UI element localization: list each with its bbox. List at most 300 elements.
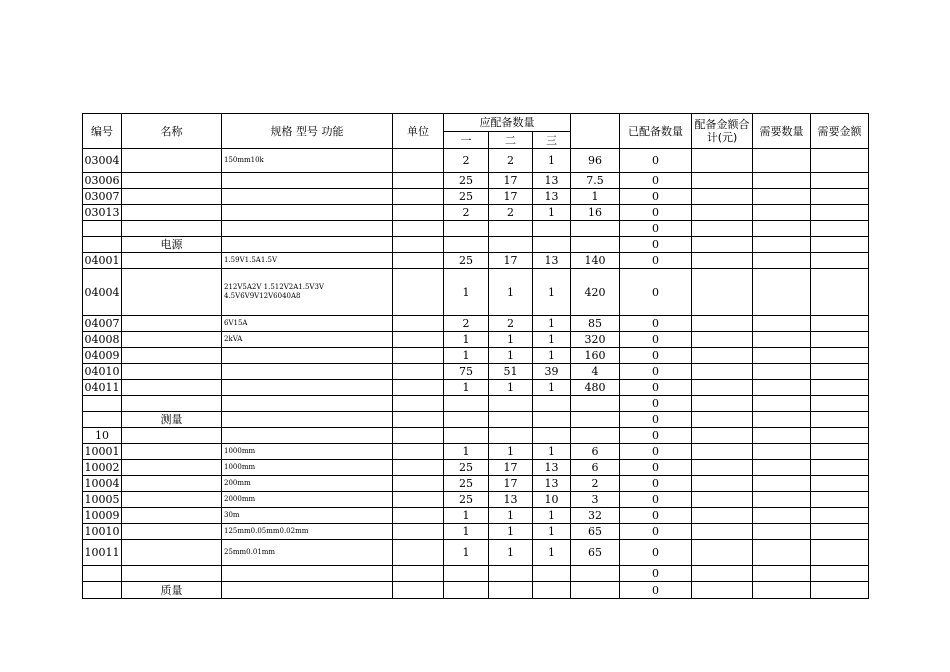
row-unit — [393, 149, 444, 173]
row-needed-amount — [811, 582, 869, 599]
row-code: 03007 — [84, 190, 120, 203]
row-unit — [393, 428, 444, 444]
row-qty-level-1 — [444, 428, 489, 444]
row-needed-amount — [811, 508, 869, 524]
row-qty-level-1: 2 — [444, 316, 489, 332]
row-amount-total — [692, 412, 753, 428]
row-spec: 30m — [222, 508, 393, 524]
row-unit — [393, 316, 444, 332]
row-unit-price — [571, 582, 620, 599]
document-title — [206, 70, 646, 92]
row-code: 03006 — [84, 174, 120, 187]
table-row — [83, 412, 869, 428]
row-unit-price: 65 — [571, 540, 620, 566]
row-qty-level-3: 1 — [533, 332, 571, 348]
row-needed-amount — [811, 476, 869, 492]
row-needed-amount — [811, 221, 869, 237]
row-name — [122, 508, 222, 524]
table-row — [83, 476, 869, 492]
row-qty-level-2 — [489, 396, 533, 412]
row-spec — [222, 428, 393, 444]
header-amount-total: 配备金额合计(元) — [692, 114, 753, 149]
row-name: 质量 — [122, 582, 222, 599]
row-needed-amount — [811, 253, 869, 269]
row-unit — [393, 492, 444, 508]
row-unit — [393, 205, 444, 221]
row-code: 03013 — [84, 206, 120, 219]
row-qty-level-1: 1 — [444, 540, 489, 566]
row-configured-qty: 0 — [620, 173, 692, 189]
row-qty-level-2 — [489, 221, 533, 237]
row-qty-level-2: 2 — [489, 205, 533, 221]
row-needed-amount — [811, 492, 869, 508]
row-qty-level-2: 17 — [489, 253, 533, 269]
row-qty-level-3 — [533, 566, 571, 582]
row-needed-amount — [811, 396, 869, 412]
row-qty-level-2: 17 — [489, 173, 533, 189]
row-spec: 2000mm — [222, 492, 393, 508]
row-configured-qty: 0 — [620, 396, 692, 412]
row-configured-qty: 0 — [620, 508, 692, 524]
row-amount-total — [692, 316, 753, 332]
row-configured-qty: 0 — [620, 221, 692, 237]
row-spec — [222, 412, 393, 428]
header-level-3: 三 — [533, 132, 571, 149]
row-qty-level-3: 1 — [533, 205, 571, 221]
row-unit-price: 1 — [571, 189, 620, 205]
row-code: 04007 — [84, 317, 120, 330]
table-body — [83, 149, 869, 599]
table-row — [83, 189, 869, 205]
row-needed-qty — [753, 205, 811, 221]
row-configured-qty: 0 — [620, 380, 692, 396]
row-configured-qty: 0 — [620, 205, 692, 221]
row-qty-level-2: 17 — [489, 460, 533, 476]
row-spec — [222, 189, 393, 205]
row-unit-price: 7.5 — [571, 173, 620, 189]
row-qty-level-2: 1 — [489, 380, 533, 396]
row-qty-level-3: 1 — [533, 316, 571, 332]
row-needed-amount — [811, 412, 869, 428]
row-amount-total — [692, 428, 753, 444]
row-unit-price: 160 — [571, 348, 620, 364]
row-qty-level-2 — [489, 237, 533, 253]
row-code: 10 — [83, 428, 122, 444]
row-qty-level-2: 17 — [489, 476, 533, 492]
row-unit — [393, 524, 444, 540]
row-name — [122, 444, 222, 460]
row-qty-level-2: 17 — [489, 189, 533, 205]
row-code: 10005 — [84, 493, 120, 506]
table-row — [83, 173, 869, 189]
row-unit-price: 65 — [571, 524, 620, 540]
header-unit: 单位 — [393, 114, 444, 149]
row-code: 04011 — [84, 381, 120, 394]
row-name — [122, 205, 222, 221]
row-unit — [393, 189, 444, 205]
row-amount-total — [692, 476, 753, 492]
row-unit-price: 6 — [571, 460, 620, 476]
row-spec: 150mm10k — [222, 149, 393, 173]
row-qty-level-3: 13 — [533, 253, 571, 269]
row-name — [122, 492, 222, 508]
table-row — [83, 428, 869, 444]
row-unit — [393, 540, 444, 566]
header-level-1: 一 — [444, 132, 489, 149]
row-needed-amount — [811, 205, 869, 221]
row-unit-price — [571, 412, 620, 428]
row-unit-price — [571, 566, 620, 582]
row-qty-level-3: 13 — [533, 460, 571, 476]
row-amount-total — [692, 364, 753, 380]
row-needed-amount — [811, 189, 869, 205]
row-configured-qty: 0 — [620, 524, 692, 540]
row-code — [83, 582, 122, 599]
row-unit-price: 480 — [571, 380, 620, 396]
row-configured-qty: 0 — [620, 492, 692, 508]
row-spec — [222, 396, 393, 412]
row-needed-amount — [811, 237, 869, 253]
row-qty-level-3: 1 — [533, 508, 571, 524]
row-code — [83, 396, 122, 412]
header-code: 编号 — [83, 114, 122, 149]
row-qty-level-2: 13 — [489, 492, 533, 508]
row-unit — [393, 173, 444, 189]
row-qty-level-3: 1 — [533, 444, 571, 460]
row-amount-total — [692, 221, 753, 237]
row-name — [122, 316, 222, 332]
row-amount-total — [692, 582, 753, 599]
row-needed-qty — [753, 316, 811, 332]
row-code — [83, 412, 122, 428]
table-row — [83, 444, 869, 460]
row-code: 04009 — [84, 349, 120, 362]
table-row — [83, 149, 869, 173]
row-unit — [393, 566, 444, 582]
row-qty-level-3: 13 — [533, 189, 571, 205]
table-row — [83, 237, 869, 253]
row-spec: 6V15A — [222, 316, 393, 332]
row-unit — [393, 253, 444, 269]
row-qty-level-1: 1 — [444, 524, 489, 540]
row-qty-level-1: 2 — [444, 205, 489, 221]
row-code: 04004 — [83, 269, 122, 316]
row-configured-qty: 0 — [620, 237, 692, 253]
row-unit-price — [571, 221, 620, 237]
row-needed-qty — [753, 566, 811, 582]
row-qty-level-2: 1 — [489, 348, 533, 364]
row-needed-qty — [753, 332, 811, 348]
row-qty-level-1 — [444, 412, 489, 428]
header-level-2: 二 — [489, 132, 533, 149]
table-row — [83, 332, 869, 348]
row-unit — [393, 348, 444, 364]
row-amount-total — [692, 253, 753, 269]
row-qty-level-3: 39 — [533, 364, 571, 380]
row-qty-level-3 — [533, 428, 571, 444]
row-unit-price: 3 — [571, 492, 620, 508]
row-spec: 125mm0.05mm0.02mm — [222, 524, 393, 540]
row-name — [122, 428, 222, 444]
row-qty-level-3 — [533, 221, 571, 237]
table-row — [83, 221, 869, 237]
row-qty-level-2: 1 — [489, 508, 533, 524]
row-qty-level-3: 1 — [533, 348, 571, 364]
row-amount-total — [692, 332, 753, 348]
row-qty-level-1: 1 — [444, 269, 489, 316]
row-amount-total — [692, 348, 753, 364]
row-qty-level-3: 10 — [533, 492, 571, 508]
row-spec — [222, 237, 393, 253]
row-amount-total — [692, 540, 753, 566]
row-needed-amount — [811, 444, 869, 460]
row-configured-qty: 0 — [620, 269, 692, 316]
row-needed-qty — [753, 444, 811, 460]
row-qty-level-1: 75 — [444, 364, 489, 380]
row-needed-amount — [811, 149, 869, 173]
row-configured-qty: 0 — [620, 316, 692, 332]
row-spec: 25mm0.01mm — [222, 540, 393, 566]
row-needed-amount — [811, 173, 869, 189]
row-unit-price — [571, 396, 620, 412]
row-name — [122, 149, 222, 173]
header-name: 名称 — [122, 114, 222, 149]
row-qty-level-2: 1 — [489, 444, 533, 460]
table-row — [83, 460, 869, 476]
row-amount-total — [692, 173, 753, 189]
row-qty-level-1: 25 — [444, 460, 489, 476]
row-qty-level-1: 1 — [444, 380, 489, 396]
row-name: 电源 — [122, 237, 222, 253]
row-qty-level-1: 1 — [444, 508, 489, 524]
row-amount-total — [692, 380, 753, 396]
row-qty-level-1: 1 — [444, 332, 489, 348]
row-configured-qty: 0 — [620, 189, 692, 205]
row-needed-amount — [811, 524, 869, 540]
row-name — [122, 332, 222, 348]
row-unit — [393, 364, 444, 380]
row-needed-amount — [811, 316, 869, 332]
row-qty-level-1: 2 — [444, 149, 489, 173]
row-needed-amount — [811, 428, 869, 444]
row-name — [122, 173, 222, 189]
row-spec: 212V5A2V 1.512V2A1.5V3V 4.5V6V9V12V6040A8 — [222, 269, 393, 316]
row-amount-total — [692, 396, 753, 412]
row-configured-qty: 0 — [620, 428, 692, 444]
row-unit — [393, 476, 444, 492]
row-qty-level-2 — [489, 412, 533, 428]
row-name — [122, 476, 222, 492]
row-unit — [393, 221, 444, 237]
row-needed-qty — [753, 428, 811, 444]
row-unit — [393, 444, 444, 460]
row-needed-qty — [753, 173, 811, 189]
row-code: 10009 — [84, 509, 120, 522]
row-needed-qty — [753, 412, 811, 428]
row-spec — [222, 173, 393, 189]
row-needed-qty — [753, 460, 811, 476]
row-code: 10011 — [83, 540, 122, 566]
row-unit-price: 320 — [571, 332, 620, 348]
row-qty-level-1 — [444, 396, 489, 412]
table-row — [83, 524, 869, 540]
row-spec: 200mm — [222, 476, 393, 492]
table-row — [83, 348, 869, 364]
table-row — [83, 566, 869, 582]
row-code — [83, 221, 122, 237]
row-code: 10002 — [84, 461, 120, 474]
row-spec: 2kVA — [222, 332, 393, 348]
row-qty-level-2: 51 — [489, 364, 533, 380]
row-configured-qty: 0 — [620, 540, 692, 566]
row-needed-qty — [753, 221, 811, 237]
row-qty-level-2: 2 — [489, 316, 533, 332]
row-unit — [393, 508, 444, 524]
row-unit-price: 140 — [571, 253, 620, 269]
row-spec: 1000mm — [222, 444, 393, 460]
row-qty-level-3: 1 — [533, 269, 571, 316]
equipment-table — [82, 113, 869, 599]
row-qty-level-1 — [444, 566, 489, 582]
table-row — [83, 380, 869, 396]
row-name — [122, 380, 222, 396]
row-needed-amount — [811, 332, 869, 348]
row-needed-qty — [753, 540, 811, 566]
row-qty-level-1 — [444, 221, 489, 237]
header-unit-price — [571, 114, 620, 149]
row-amount-total — [692, 189, 753, 205]
row-qty-level-2 — [489, 428, 533, 444]
row-needed-qty — [753, 492, 811, 508]
row-unit-price: 2 — [571, 476, 620, 492]
row-spec — [222, 566, 393, 582]
row-spec — [222, 205, 393, 221]
row-qty-level-1: 1 — [444, 444, 489, 460]
row-name — [122, 396, 222, 412]
row-needed-qty — [753, 524, 811, 540]
row-needed-qty — [753, 364, 811, 380]
row-configured-qty: 0 — [620, 364, 692, 380]
row-code — [83, 566, 122, 582]
row-qty-level-3: 1 — [533, 540, 571, 566]
table-row — [83, 492, 869, 508]
row-needed-qty — [753, 348, 811, 364]
row-name — [122, 348, 222, 364]
row-name — [122, 221, 222, 237]
row-code: 10010 — [84, 525, 120, 538]
row-unit-price: 6 — [571, 444, 620, 460]
row-amount-total — [692, 444, 753, 460]
row-qty-level-2: 1 — [489, 269, 533, 316]
row-name: 测量 — [122, 412, 222, 428]
row-qty-level-2 — [489, 582, 533, 599]
row-spec — [222, 221, 393, 237]
row-qty-level-3: 1 — [533, 149, 571, 173]
row-qty-level-1: 25 — [444, 173, 489, 189]
row-amount-total — [692, 508, 753, 524]
table-row — [83, 540, 869, 566]
row-needed-amount — [811, 460, 869, 476]
row-unit-price — [571, 237, 620, 253]
row-spec — [222, 348, 393, 364]
row-unit — [393, 460, 444, 476]
row-needed-amount — [811, 348, 869, 364]
row-unit-price: 420 — [571, 269, 620, 316]
table-row — [83, 269, 869, 316]
row-needed-amount — [811, 269, 869, 316]
row-needed-qty — [753, 508, 811, 524]
table-row — [83, 364, 869, 380]
row-code: 03004 — [83, 149, 122, 173]
row-qty-level-3: 13 — [533, 173, 571, 189]
row-amount-total — [692, 524, 753, 540]
row-qty-level-1: 25 — [444, 253, 489, 269]
row-qty-level-2: 1 — [489, 524, 533, 540]
row-name — [122, 460, 222, 476]
row-needed-qty — [753, 269, 811, 316]
table-row — [83, 205, 869, 221]
row-needed-qty — [753, 253, 811, 269]
table-row — [83, 316, 869, 332]
row-unit — [393, 396, 444, 412]
row-unit — [393, 237, 444, 253]
row-name — [122, 269, 222, 316]
row-unit-price: 32 — [571, 508, 620, 524]
row-needed-amount — [811, 540, 869, 566]
row-amount-total — [692, 566, 753, 582]
row-amount-total — [692, 460, 753, 476]
row-qty-level-2: 2 — [489, 149, 533, 173]
row-qty-level-3 — [533, 582, 571, 599]
row-qty-level-1 — [444, 237, 489, 253]
row-qty-level-2 — [489, 566, 533, 582]
row-configured-qty: 0 — [620, 460, 692, 476]
header-needed-amount: 需要金额 — [811, 114, 869, 149]
row-name — [122, 189, 222, 205]
row-qty-level-1: 25 — [444, 492, 489, 508]
row-qty-level-1: 1 — [444, 348, 489, 364]
row-amount-total — [692, 237, 753, 253]
row-unit-price: 85 — [571, 316, 620, 332]
row-qty-level-3 — [533, 412, 571, 428]
row-needed-qty — [753, 476, 811, 492]
row-code: 10004 — [84, 477, 120, 490]
row-needed-qty — [753, 149, 811, 173]
row-needed-amount — [811, 364, 869, 380]
row-code: 04008 — [84, 333, 120, 346]
row-qty-level-3: 1 — [533, 524, 571, 540]
row-name — [122, 540, 222, 566]
row-unit — [393, 412, 444, 428]
row-needed-qty — [753, 380, 811, 396]
row-qty-level-1: 25 — [444, 189, 489, 205]
row-qty-level-2: 1 — [489, 540, 533, 566]
row-unit-price: 4 — [571, 364, 620, 380]
row-configured-qty: 0 — [620, 476, 692, 492]
row-spec: 1000mm — [222, 460, 393, 476]
row-name — [122, 253, 222, 269]
row-code: 10001 — [84, 445, 120, 458]
row-unit-price: 96 — [571, 149, 620, 173]
row-unit — [393, 582, 444, 599]
header-configured-qty: 已配备数量 — [620, 114, 692, 149]
row-qty-level-3 — [533, 396, 571, 412]
row-needed-qty — [753, 396, 811, 412]
row-configured-qty: 0 — [620, 582, 692, 599]
row-configured-qty: 0 — [620, 253, 692, 269]
row-spec: 1.59V1.5A1.5V — [222, 253, 393, 269]
row-spec — [222, 364, 393, 380]
